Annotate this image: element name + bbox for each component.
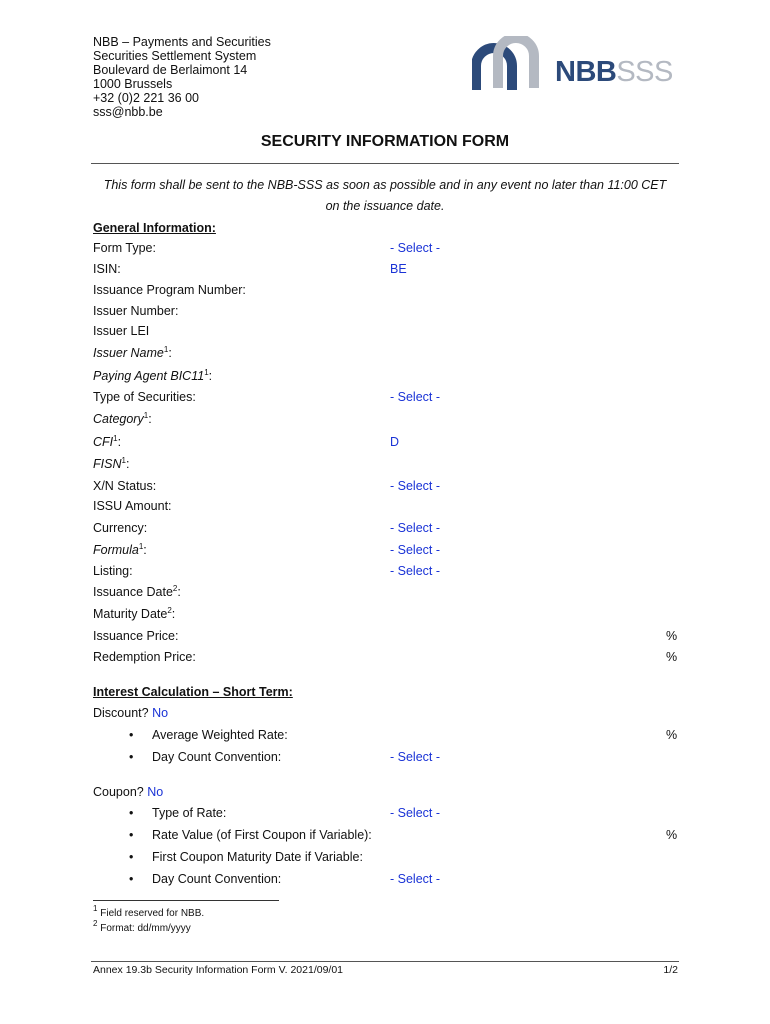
issu-amount-label: ISSU Amount:	[93, 499, 172, 513]
issuer-lei-label: Issuer LEI	[93, 324, 150, 338]
general-information-heading: General Information:	[93, 221, 216, 235]
coupon-select[interactable]: No	[147, 785, 164, 799]
type-rate-row	[0, 806, 770, 824]
intro-line-1: This form shall be sent to the NBB-SSS as soon as possible and in any event no later than 11:00 CET	[103, 178, 667, 192]
first-coupon-label: First Coupon Maturity Date if Variable:	[152, 850, 363, 864]
xn-status-row	[0, 479, 770, 497]
maturity-date-row	[0, 607, 770, 625]
paying-agent-row	[0, 369, 770, 387]
issuer-number-row	[0, 304, 770, 322]
footer-text: Annex 19.3b Security Information Form V. 2021/09/01	[93, 964, 344, 976]
issuance-price-label: Issuance Price:	[93, 629, 179, 643]
xn-status-select[interactable]: - Select -	[390, 479, 441, 493]
cfi-row	[0, 435, 770, 453]
issuance-price-unit: %	[666, 629, 678, 643]
issuance-date-label: Issuance Date$^2$:	[93, 584, 181, 599]
fisn-row	[0, 457, 770, 475]
issuer-number-label: Issuer Number:	[93, 304, 179, 318]
bullet: •	[129, 828, 134, 842]
formula-label: Formula$^1$:	[93, 542, 147, 557]
issu-amount-row	[0, 499, 770, 517]
issuer-name-row	[0, 346, 770, 364]
address-line: Boulevard de Berlaimont 14	[93, 63, 248, 77]
bullet: •	[129, 872, 134, 886]
footnote-2: $^2$ Format: dd/mm/yyyy	[93, 919, 191, 934]
day-count-row-1	[0, 750, 770, 768]
bullet: •	[129, 728, 134, 742]
listing-row	[0, 564, 770, 582]
first-coupon-row	[0, 850, 770, 868]
rate-value-row	[0, 828, 770, 846]
listing-select[interactable]: - Select -	[390, 564, 441, 578]
email-address: sss@nbb.be	[93, 105, 163, 119]
type-securities-select[interactable]: - Select -	[390, 390, 441, 404]
formula-row	[0, 543, 770, 561]
rate-value-label: Rate Value (of First Coupon if Variable):	[152, 828, 372, 842]
address-line: NBB – Payments and Securities	[93, 35, 271, 49]
footer-divider	[91, 961, 679, 962]
avg-rate-row	[0, 728, 770, 746]
nbb-sss-logo	[472, 36, 682, 92]
discount-label: Discount? No	[93, 706, 169, 720]
type-rate-select[interactable]: - Select -	[390, 806, 441, 820]
phone-number: +32 (0)2 221 36 00	[93, 91, 199, 105]
cfi-label: CFI$^1$:	[93, 434, 122, 449]
isin-input[interactable]: BE	[390, 262, 407, 276]
type-rate-label: Type of Rate:	[152, 806, 227, 820]
currency-select[interactable]: - Select -	[390, 521, 441, 535]
coupon-label: Coupon? No	[93, 785, 164, 799]
day-count-label-2: Day Count Convention:	[152, 872, 282, 886]
issuance-date-row	[0, 585, 770, 603]
logo-text-light: SSS	[616, 56, 673, 88]
coupon-row	[0, 785, 770, 803]
listing-label: Listing:	[93, 564, 133, 578]
interest-calculation-heading: Interest Calculation – Short Term:	[93, 685, 293, 699]
form-title: SECURITY INFORMATION FORM	[260, 133, 510, 150]
logo-text-strong: NBB	[555, 56, 617, 88]
type-securities-label: Type of Securities:	[93, 390, 196, 404]
day-count-row-2	[0, 872, 770, 890]
nbb-arch-icon	[472, 36, 556, 92]
category-label: Category$^1$:	[93, 411, 152, 426]
day-count-select-2[interactable]: - Select -	[390, 872, 441, 886]
issuer-name-label: Issuer Name$^1$:	[93, 345, 172, 360]
redemption-price-label: Redemption Price:	[93, 650, 196, 664]
footnote-divider	[93, 900, 279, 901]
program-row	[0, 283, 770, 301]
logo-wordmark	[555, 56, 673, 89]
paying-agent-label: Paying Agent $BIC11^1$:	[93, 368, 213, 383]
bullet: •	[129, 806, 134, 820]
issuer-lei-row	[0, 324, 770, 342]
discount-row	[0, 706, 770, 724]
program-label: Issuance Program Number:	[93, 283, 246, 297]
bullet: •	[129, 750, 134, 764]
cfi-input[interactable]: D	[390, 435, 400, 449]
redemption-price-unit: %	[666, 650, 678, 664]
form-type-row	[0, 241, 770, 259]
formula-select[interactable]: - Select -	[390, 543, 441, 557]
intro-line-2: on the issuance date.	[325, 199, 445, 213]
form-type-label: Form Type:	[93, 241, 156, 255]
page-number: 1/2	[663, 964, 678, 976]
maturity-date-label: Maturity Date$^2$:	[93, 606, 176, 621]
address-line: Securities Settlement System	[93, 49, 257, 63]
bullet: •	[129, 850, 134, 864]
currency-label: Currency:	[93, 521, 148, 535]
footnote-1: $^1$ Field reserved for NBB.	[93, 904, 205, 919]
title-divider	[91, 163, 679, 164]
form-type-select[interactable]: - Select -	[390, 241, 441, 255]
sender-address	[93, 35, 271, 119]
rate-value-unit: %	[666, 828, 678, 842]
avg-rate-label: Average Weighted Rate:	[152, 728, 288, 742]
discount-select[interactable]: No	[152, 706, 169, 720]
fisn-label: FISN$^1$:	[93, 456, 130, 471]
form-intro	[91, 175, 679, 217]
xn-status-label: X/N Status:	[93, 479, 157, 493]
category-row	[0, 412, 770, 430]
redemption-price-row	[0, 650, 770, 668]
currency-row	[0, 521, 770, 539]
day-count-select-1[interactable]: - Select -	[390, 750, 441, 764]
isin-label: ISIN:	[93, 262, 121, 276]
type-securities-row	[0, 390, 770, 408]
day-count-label-1: Day Count Convention:	[152, 750, 282, 764]
isin-row	[0, 262, 770, 280]
address-line: 1000 Brussels	[93, 77, 173, 91]
issuance-price-row	[0, 629, 770, 647]
avg-rate-unit: %	[666, 728, 678, 742]
